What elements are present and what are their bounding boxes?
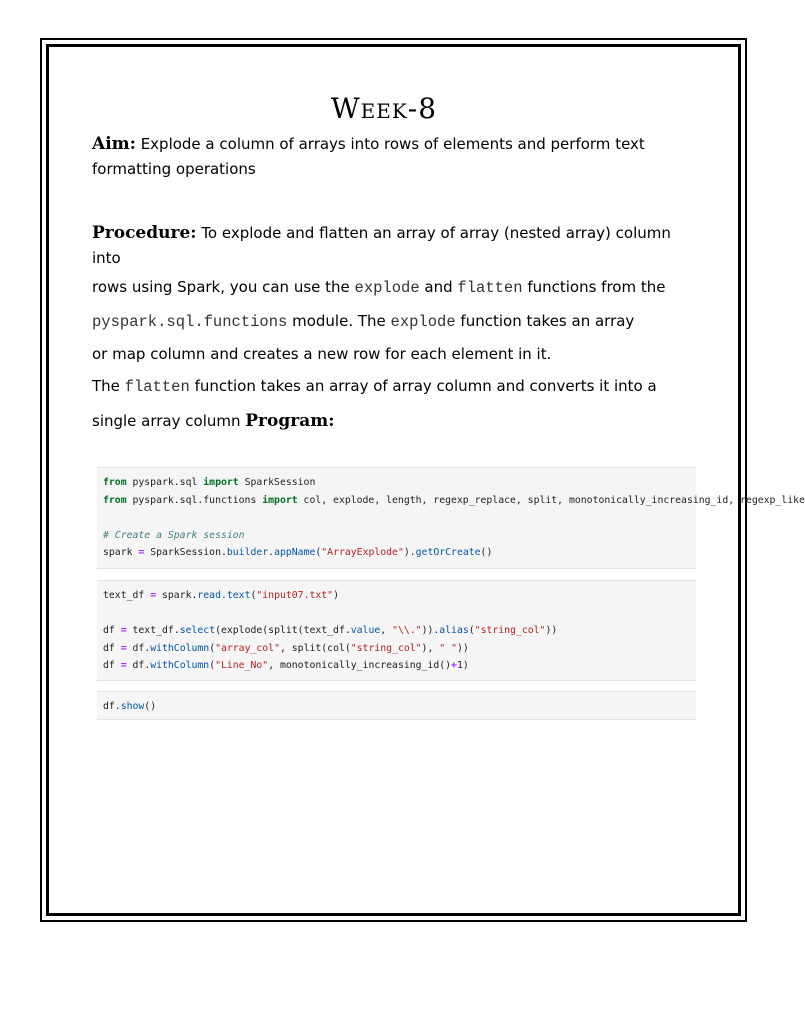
code-text: (explode(split(text_df. (215, 625, 351, 637)
code-line (103, 587, 690, 605)
code-comment: # Create a Spark session (103, 529, 245, 541)
code-text: text_df (103, 590, 151, 601)
code-text: , split(col( (279, 642, 351, 654)
code-string: "input07.txt" (256, 590, 334, 601)
code-line (103, 622, 690, 640)
code-string: " " (439, 642, 457, 654)
code-text: ). (403, 547, 416, 559)
procedure-label: Procedure: (92, 223, 197, 243)
code-text: df (103, 625, 121, 637)
code-text: ( (209, 642, 216, 654)
code-explode-2: explode (390, 313, 456, 331)
code-module: pyspark.sql.functions (92, 313, 288, 331)
code-string: "array_col" (215, 642, 280, 654)
code-operator: = (150, 590, 157, 601)
code-text: )) (545, 625, 558, 637)
procedure-line-2 (92, 275, 692, 301)
code-text: df (103, 660, 121, 672)
code-string: "ArrayExplode" (321, 547, 404, 559)
kw-import: import (262, 494, 298, 506)
code-attr: appName (274, 547, 316, 559)
code-text: SparkSession. (144, 547, 227, 559)
code-attr: read.text (197, 590, 251, 601)
aim-label: Aim: (92, 134, 136, 154)
code-text: , monotonically_increasing_id() (268, 660, 452, 672)
code-cell-1 (97, 467, 805, 569)
code-line (103, 544, 690, 562)
code-string: "string_col" (474, 625, 546, 637)
code-text: ( (315, 547, 322, 559)
code-text: ( (209, 660, 216, 672)
code-attr: getOrCreate (415, 547, 481, 559)
code-blank-line (103, 605, 690, 623)
aim-paragraph (92, 132, 692, 182)
procedure-text-2a: rows using Spark, you can use the (92, 278, 355, 296)
code-attr: withColumn (150, 642, 210, 654)
code-text: spark. (156, 590, 198, 601)
code-operator: = (138, 547, 145, 559)
code-string: "Line_No" (215, 660, 269, 672)
code-line (103, 698, 690, 716)
procedure-line-4: or map column and creates a new row for each element in it. (92, 345, 552, 363)
code-attr: builder (226, 547, 269, 559)
code-attr: select (179, 625, 216, 637)
code-text: () (144, 701, 157, 712)
procedure-text-3a: module. The (287, 312, 391, 330)
procedure-line-3 (92, 309, 692, 335)
code-string: "\\." (392, 625, 422, 637)
code-text: ) (333, 590, 339, 601)
code-flatten: flatten (457, 279, 523, 297)
code-operator: = (120, 642, 127, 654)
code-text: df (103, 642, 121, 654)
kw-from: from (103, 494, 127, 506)
code-line (103, 527, 690, 545)
code-line (103, 640, 690, 658)
code-attr: alias (439, 625, 469, 637)
kw-import: import (203, 477, 239, 488)
code-blank-line (103, 509, 690, 527)
procedure-text-5a: The (92, 377, 125, 395)
procedure-text-3b: function takes an array (455, 312, 635, 330)
aim-text: Explode a column of arrays into rows of elements and perform text formatting operations (92, 135, 645, 178)
procedure-text-1: To explode and flatten an array of array (nested array) column into (92, 224, 671, 267)
code-line (103, 657, 690, 675)
program-label: Program: (245, 411, 335, 431)
code-attr: show (120, 701, 145, 712)
code-string: "string_col" (350, 642, 422, 654)
code-explode: explode (354, 279, 420, 297)
procedure-line-5 (92, 374, 692, 400)
code-text: )) (456, 642, 469, 654)
code-text: )). (421, 625, 440, 637)
procedure-line-1 (92, 221, 692, 271)
code-text: col, explode, length, regexp_replace, split, monotonically_increasing_id, regexp_like (297, 494, 805, 506)
code-text: , (380, 625, 393, 637)
code-text: spark (103, 547, 139, 559)
code-operator: = (120, 625, 127, 637)
code-text: () (480, 547, 493, 559)
procedure-line-6 (92, 409, 692, 434)
code-text: SparkSession (238, 477, 316, 488)
code-text: ), (421, 642, 440, 654)
code-line (103, 474, 690, 492)
code-flatten-2: flatten (124, 378, 190, 396)
code-text: df. (103, 701, 121, 712)
procedure-text-5b: function takes an array of array column and converts it into a (189, 377, 657, 395)
code-cell-2 (97, 580, 696, 681)
code-operator: + (451, 660, 457, 672)
kw-from: from (103, 477, 127, 488)
page-title: Week-8 (330, 92, 438, 125)
code-cell-3 (97, 691, 696, 720)
procedure-text-2b: functions from the (522, 278, 666, 296)
code-text: text_df. (126, 625, 180, 637)
code-text: . (268, 547, 275, 559)
code-text: df. (126, 660, 151, 672)
code-attr: value (350, 625, 381, 637)
code-text: pyspark.sql (126, 477, 204, 488)
procedure-text-and: and (419, 278, 458, 296)
code-text: df. (126, 642, 151, 654)
procedure-text-6: single array column (92, 412, 246, 430)
code-operator: = (120, 660, 127, 672)
code-text: ( (468, 625, 475, 637)
code-text: 1) (456, 660, 469, 672)
code-line (103, 492, 805, 510)
code-text: pyspark.sql.functions (126, 494, 263, 506)
code-text: ( (250, 590, 257, 601)
code-attr: withColumn (150, 660, 210, 672)
